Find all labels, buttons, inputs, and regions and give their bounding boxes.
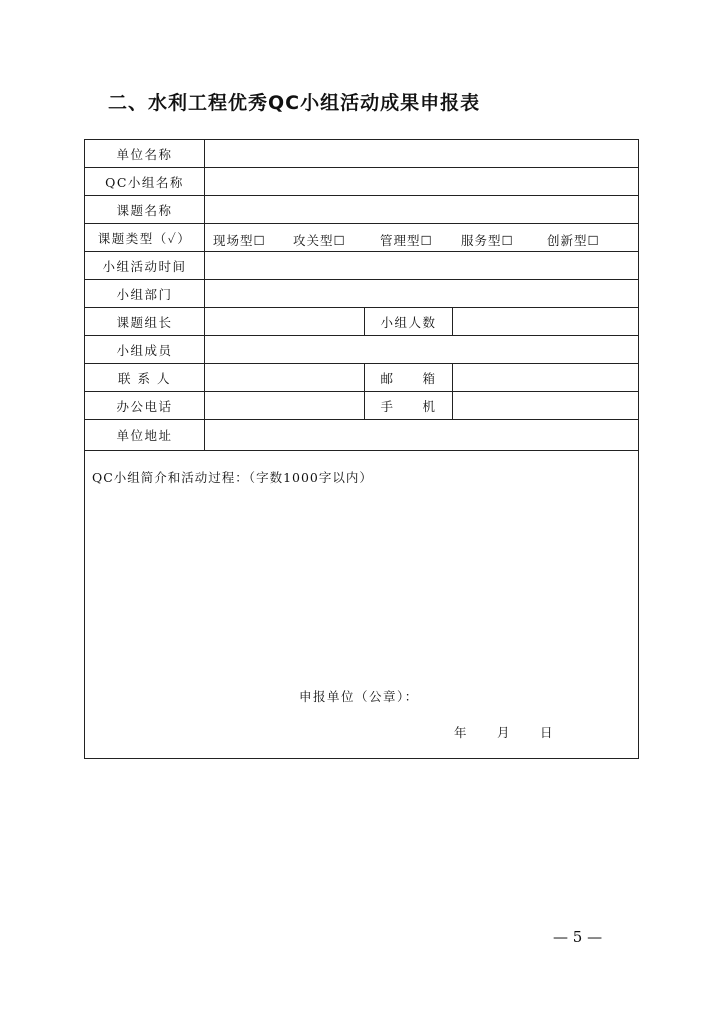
label-mobile: 手 机	[365, 392, 453, 419]
row-topic-leader	[85, 308, 638, 336]
label-contact: 联 系 人	[85, 364, 205, 391]
label-activity-time: 小组活动时间	[85, 252, 205, 279]
topic-type-options	[205, 224, 638, 251]
row-contact	[85, 364, 638, 392]
field-mobile[interactable]	[453, 392, 638, 419]
field-topic-leader[interactable]	[205, 308, 365, 335]
field-qc-group-name[interactable]	[205, 168, 638, 195]
document-title: 二、水利工程优秀QC小组活动成果申报表	[108, 92, 481, 114]
field-unit-name[interactable]	[205, 140, 638, 167]
row-topic-name	[85, 196, 638, 224]
row-topic-type	[85, 224, 638, 252]
field-address[interactable]	[205, 420, 638, 450]
date-year-label: 年	[454, 725, 467, 740]
label-topic-type: 课题类型（✓）	[85, 224, 205, 251]
row-department	[85, 280, 638, 308]
topic-type-tackling-checkbox[interactable]: 攻关型☐	[293, 233, 346, 248]
field-topic-name[interactable]	[205, 196, 638, 223]
field-department[interactable]	[205, 280, 638, 307]
label-department: 小组部门	[85, 280, 205, 307]
topic-type-service-checkbox[interactable]: 服务型☐	[461, 233, 514, 248]
field-contact[interactable]	[205, 364, 365, 391]
field-members[interactable]	[205, 336, 638, 363]
label-topic-leader: 课题组长	[85, 308, 205, 335]
row-unit-name	[85, 140, 638, 168]
summary-section[interactable]	[85, 451, 638, 758]
label-topic-name: 课题名称	[85, 196, 205, 223]
label-email: 邮 箱	[365, 364, 453, 391]
label-unit-name: 单位名称	[85, 140, 205, 167]
field-office-phone[interactable]	[205, 392, 365, 419]
label-office-phone: 办公电话	[85, 392, 205, 419]
topic-type-innovation-checkbox[interactable]: 创新型☐	[547, 233, 600, 248]
label-address: 单位地址	[85, 420, 205, 450]
topic-type-onsite-checkbox[interactable]: 现场型☐	[213, 233, 266, 248]
date-month-label: 月	[497, 725, 510, 740]
row-members	[85, 336, 638, 364]
date-day-label: 日	[540, 725, 553, 740]
summary-label: QC小组简介和活动过程：（字数1000字以内）	[92, 470, 373, 485]
row-activity-time	[85, 252, 638, 280]
application-form	[84, 139, 639, 759]
field-activity-time[interactable]	[205, 252, 638, 279]
page-number: — 5 —	[553, 928, 603, 946]
row-address	[85, 420, 638, 451]
row-qc-group-name	[85, 168, 638, 196]
field-group-size[interactable]	[453, 308, 638, 335]
seal-label: 申报单位（公章）：	[299, 689, 419, 704]
topic-type-management-checkbox[interactable]: 管理型☐	[380, 233, 433, 248]
label-members: 小组成员	[85, 336, 205, 363]
label-group-size: 小组人数	[365, 308, 453, 335]
row-office-phone	[85, 392, 638, 420]
label-qc-group-name: QC小组名称	[85, 168, 205, 195]
field-email[interactable]	[453, 364, 638, 391]
